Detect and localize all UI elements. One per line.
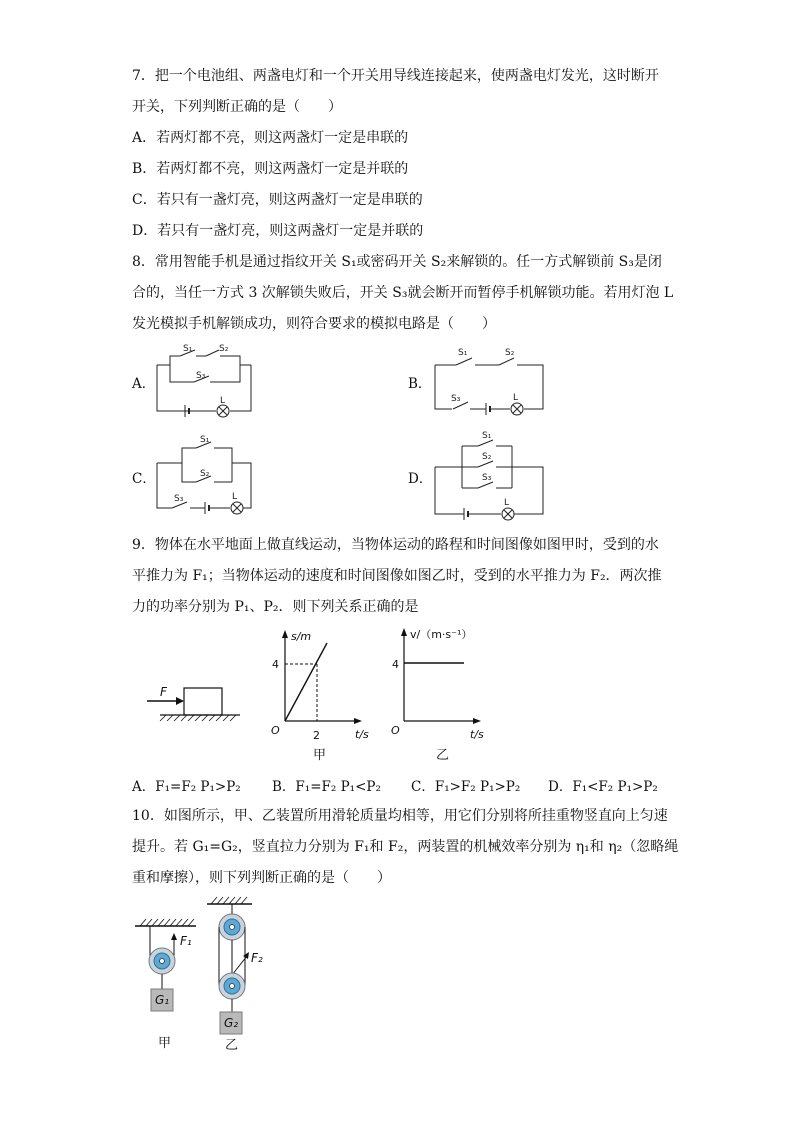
yi-ylabel: v/（m·s⁻¹） (410, 628, 473, 641)
f2-label: F₂ (251, 951, 263, 965)
c-s2-label: S₂ (200, 469, 210, 479)
b-s3-label: S₃ (451, 394, 461, 404)
q7-option-c: C．若只有一盏灯亮，则这两盏灯一定是串联的 (132, 192, 423, 208)
q10-stem-line-2: 提升。若 G₁=G₂，竖直拉力分别为 F₁和 F₂，两装置的机械效率分别为 η₁和 η₂（忽略绳 (132, 839, 679, 855)
q9-option-c: C．F₁>F₂ P₁>P₂ (411, 779, 521, 795)
q8-stem-line-1: 8．常用智能手机是通过指纹开关 S₁或密码开关 S₂来解锁的。任一方式解锁前 S₃是闭 (132, 254, 662, 270)
q9-option-b: B．F₁=F₂ P₁<P₂ (272, 779, 381, 795)
q7-option-a: A．若两灯都不亮，则这两盏灯一定是串联的 (132, 130, 409, 146)
jia-origin: O (271, 724, 280, 737)
yi-xlabel: t/s (470, 728, 484, 741)
f1-label: F₁ (180, 934, 192, 948)
yi-caption-q10: 乙 (225, 1038, 239, 1053)
d-s2-label: S₂ (482, 452, 492, 462)
g2-label: G₂ (224, 1016, 239, 1030)
force-f-label: F (160, 685, 167, 699)
q8-label-d: D． (408, 471, 433, 487)
jia-xtick: 2 (313, 729, 320, 742)
jia-caption: 甲 (313, 748, 327, 763)
yi-caption: 乙 (436, 748, 450, 763)
g1-label: G₁ (155, 993, 170, 1007)
a-s2-label: S₂ (219, 344, 229, 354)
c-s3-label: S₃ (174, 494, 184, 504)
q8-stem-line-2: 合的，当任一方式 3 次解锁失败后，开关 S₃就会断开而暂停手机解锁功能。若用灯泡 L (132, 285, 674, 301)
yi-origin: O (391, 724, 400, 737)
d-lamp-label: L (504, 498, 510, 508)
jia-caption-q10: 甲 (158, 1036, 172, 1051)
d-s1-label: S₁ (482, 431, 492, 441)
q10-stem-line-1: 10．如图所示，甲、乙装置所用滑轮质量均相等，用它们分别将所挂重物竖直向上匀速 (132, 808, 668, 824)
a-s3-label: S₃ (196, 371, 206, 381)
q9-option-d: D．F₁<F₂ P₁>P₂ (548, 779, 658, 795)
b-lamp-label: L (513, 393, 519, 403)
q8-label-b: B． (408, 376, 432, 392)
q7-option-d: D．若只有一盏灯亮，则这两盏灯一定是并联的 (132, 223, 424, 239)
c-s1-label: S₁ (200, 435, 210, 445)
c-lamp-label: L (232, 492, 238, 502)
jia-ylabel: s/m (291, 630, 312, 643)
q9-stem-line-1: 9．物体在水平地面上做直线运动，当物体运动的路程和时间图像如图甲时，受到的水 (132, 537, 659, 553)
a-s1-label: S₁ (183, 344, 193, 354)
q7-stem-line-2: 开关，下列判断正确的是（ ） (132, 99, 342, 115)
b-s2-label: S₂ (505, 348, 515, 358)
q9-option-a: A．F₁=F₂ P₁>P₂ (132, 779, 241, 795)
q9-stem-line-3: 力的功率分别为 P₁、P₂．则下列关系正确的是 (132, 599, 419, 615)
q7-stem-line-1: 7．把一个电池组、两盏电灯和一个开关用导线连接起来，使两盏电灯发光，这时断开 (132, 68, 659, 84)
a-lamp-label: L (220, 396, 226, 406)
pulley-setup-yi (207, 897, 252, 1034)
q9-stem-line-2: 平推力为 F₁；当物体运动的速度和时间图像如图乙时，受到的水平推力为 F₂．两次推 (132, 568, 662, 584)
q8-label-a: A． (132, 376, 156, 392)
jia-ytick: 4 (272, 658, 279, 671)
d-s3-label: S₃ (482, 473, 492, 483)
q8-label-c: C． (132, 471, 156, 487)
q8-stem-line-3: 发光模拟手机解锁成功，则符合要求的模拟电路是（ ） (132, 316, 496, 332)
yi-ytick: 4 (392, 658, 399, 671)
q7-option-b: B．若两灯都不亮，则这两盏灯一定是并联的 (132, 161, 409, 177)
q10-stem-line-3: 重和摩擦），则下列判断正确的是（ ） (132, 870, 391, 886)
b-s1-label: S₁ (458, 348, 468, 358)
jia-xlabel: t/s (355, 728, 369, 741)
